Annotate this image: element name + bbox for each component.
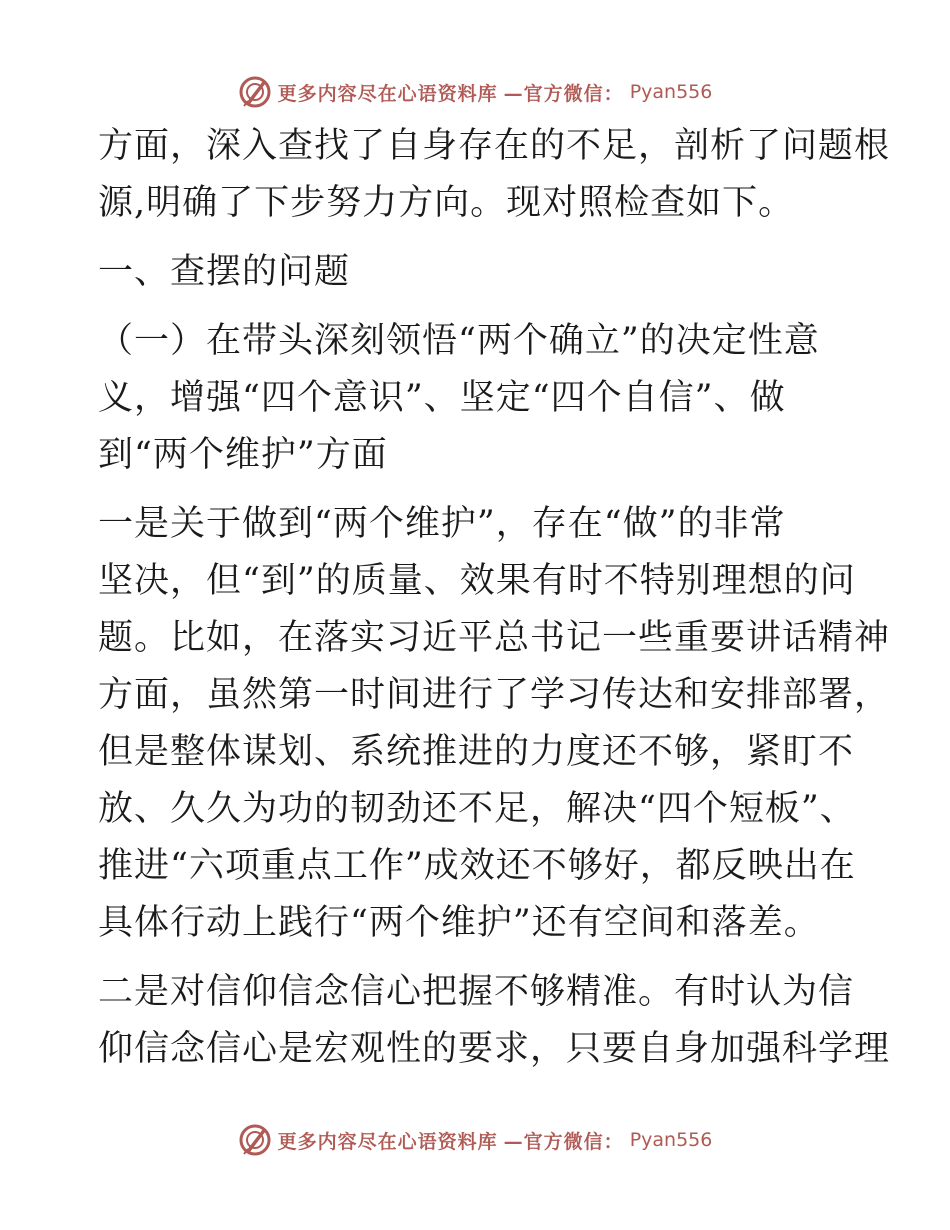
text-line: 仰信念信心是宏观性的要求，只要自身加强科学理 [98, 1029, 891, 1069]
text-line: 到“两个维护”方面 [98, 435, 388, 475]
text-line: 义，增强“四个意识”、坚定“四个自信”、做 [98, 378, 786, 418]
header-brand: 更多内容尽在心语资料库 [277, 82, 498, 105]
text-line: 具体行动上践行“两个维护”还有空间和落差。 [98, 903, 820, 943]
header-separator: —官方微信： [503, 82, 624, 105]
footer-brand: 更多内容尽在心语资料库 [277, 1130, 498, 1153]
header-banner [0, 72, 950, 112]
text-line: 源,明确了下步努力方向。现对照检查如下。 [98, 183, 795, 223]
text-line: （一）在带头深刻领悟“两个确立”的决定性意 [98, 321, 820, 361]
section-heading: 一、查摆的问题 [98, 252, 351, 292]
text-line: 但是整体谋划、系统推进的力度还不够，紧盯不 [98, 732, 855, 772]
footer-handle: Pyan556 [629, 1129, 713, 1151]
footer-banner [0, 1120, 950, 1160]
text-line: 题。比如，在落实习近平总书记一些重要讲话精神 [98, 618, 891, 658]
quill-logo-icon [238, 1123, 272, 1157]
text-line: 二是对信仰信念信心把握不够精准。有时认为信 [98, 972, 855, 1012]
footer-separator: —官方微信： [503, 1130, 624, 1153]
text-line: 放、久久为功的韧劲还不足，解决“四个短板”、 [98, 789, 856, 829]
text-line: 一是关于做到“两个维护”，存在“做”的非常 [98, 504, 786, 544]
quill-logo-icon [238, 75, 272, 109]
document-body [98, 118, 891, 1078]
text-line: 方面，深入查找了自身存在的不足，剖析了问题根 [98, 126, 891, 166]
text-line: 坚决，但“到”的质量、效果有时不特别理想的问 [98, 561, 856, 601]
header-handle: Pyan556 [629, 81, 713, 103]
text-line: 方面，虽然第一时间进行了学习传达和安排部署， [98, 675, 891, 715]
text-line: 推进“六项重点工作”成效还不够好，都反映出在 [98, 846, 856, 886]
